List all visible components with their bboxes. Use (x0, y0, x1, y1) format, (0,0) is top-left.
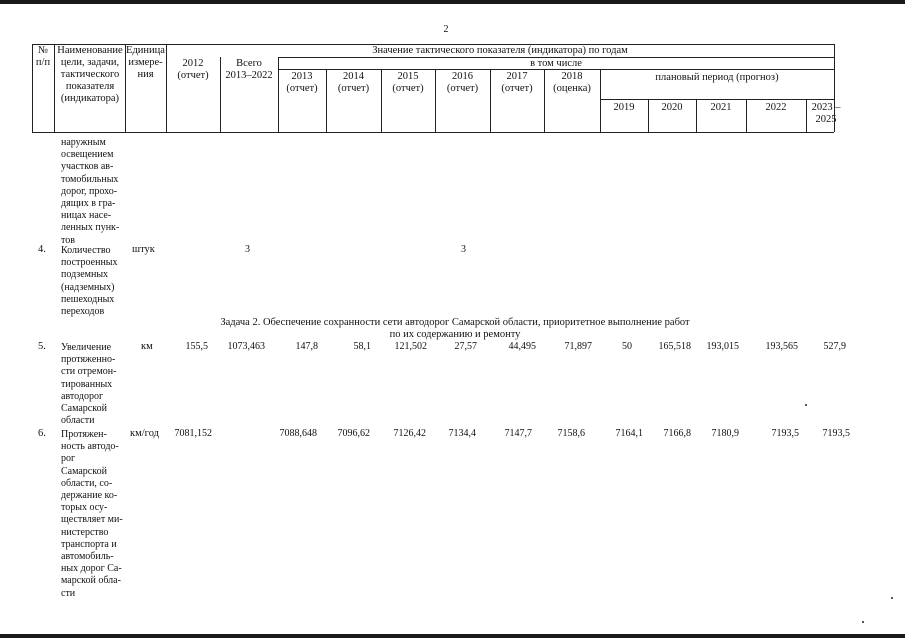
row-value-2014: 58,1 (353, 341, 371, 352)
continuation-name: наружным освещением участков ав- томобильных дорог, прохо- дящих в гра- ницах насе- ленных пунк- тов (61, 137, 120, 246)
row-value-2021: 193,015 (706, 341, 739, 352)
header-year-2018: 2018 (оценка) (553, 71, 591, 94)
row-value-2018: 71,897 (564, 341, 592, 352)
header-plan-2021: 2021 (710, 102, 732, 113)
header-year-2015: 2015 (отчет) (392, 71, 424, 94)
scan-speck (805, 404, 807, 406)
header-line-bottom (32, 132, 834, 133)
row-value-2016: 7134,4 (448, 428, 476, 439)
header-year-2017: 2017 (отчет) (501, 71, 533, 94)
header-plan-2020: 2020 (661, 102, 683, 113)
row-number: 4. (38, 244, 46, 255)
header-col-2012: 2012 (отчет) (177, 58, 209, 81)
row-value-2022: 7193,5 (771, 428, 799, 439)
row-value-2016: 27,57 (454, 341, 477, 352)
header-group-title: Значение тактического показателя (индикатора) по годам (372, 45, 628, 56)
row-value-2013: 147,8 (295, 341, 318, 352)
row-indicator-name: Увеличение протяженно- сти отремон- тированных автодорог Самарской области (61, 342, 117, 427)
row-value-2023-2025: 527,9 (823, 341, 846, 352)
row-value-2014: 7096,62 (337, 428, 370, 439)
scan-speck (891, 597, 893, 599)
row-value-2021: 7180,9 (711, 428, 739, 439)
row-value-2022: 193,565 (765, 341, 798, 352)
header-line-plan (600, 99, 834, 100)
header-col-total: Всего 2013–2022 (225, 58, 273, 81)
row-value-2016: 3 (461, 244, 466, 255)
row-indicator-name: Количество построенных подземных (надземных) пешеходных переходов (61, 245, 118, 318)
header-subgroup-title: в том числе (530, 58, 582, 69)
row-value-2012: 7081,152 (174, 428, 212, 439)
header-col-name: Наименование цели, задачи, тактического показателя (индикатора) (57, 45, 123, 104)
top-border (0, 0, 905, 4)
row-unit: штук (132, 244, 155, 255)
row-total: 3 (245, 244, 250, 255)
row-value-2020: 7166,8 (663, 428, 691, 439)
scan-speck (862, 621, 864, 623)
header-planned-title: плановый период (прогноз) (655, 72, 779, 83)
row-value-2012: 155,5 (185, 341, 208, 352)
page-number: 2 (443, 24, 449, 35)
row-total: 1073,463 (227, 341, 265, 352)
header-year-2016: 2016 (отчет) (446, 71, 479, 94)
row-unit: км/год (130, 428, 159, 439)
header-year-2014: 2014 (отчет) (337, 71, 370, 94)
row-value-2019: 50 (622, 341, 632, 352)
header-year-2013: 2013 (отчет) (286, 71, 318, 94)
row-value-2017: 7147,7 (504, 428, 532, 439)
bottom-border (0, 634, 905, 638)
header-plan-2022: 2022 (765, 102, 787, 113)
row-value-2018: 7158,6 (557, 428, 585, 439)
row-value-2017: 44,495 (508, 341, 536, 352)
header-col-number: № п/п (35, 45, 51, 68)
task-2-text: Задача 2. Обеспечение сохранности сети автодорог Самарской области, приоритетное выполнение работ по их содержанию и ремонту (220, 317, 690, 340)
header-col-unit: Единица измере- ния (126, 45, 165, 80)
row-indicator-name: Протяжен- ность автодо- рог Самарской области, со- держание ко- торых осу- ществляет ми- нистерство транспорта и автомобиль- ных дорог Са- марской обла- сти (61, 429, 123, 599)
row-value-2019: 7164,1 (615, 428, 643, 439)
row-value-2015: 7126,42 (393, 428, 426, 439)
task-2-heading (150, 317, 760, 341)
row-number: 6. (38, 428, 46, 439)
row-value-2020: 165,518 (658, 341, 691, 352)
row-value-2015: 121,502 (394, 341, 427, 352)
header-plan-2023-2025: 2023 – 2025 (811, 102, 841, 125)
row-value-2013: 7088,648 (279, 428, 317, 439)
row-unit: км (141, 341, 153, 352)
header-plan-2019: 2019 (613, 102, 635, 113)
row-number: 5. (38, 341, 46, 352)
row-value-2023-2025: 7193,5 (822, 428, 850, 439)
